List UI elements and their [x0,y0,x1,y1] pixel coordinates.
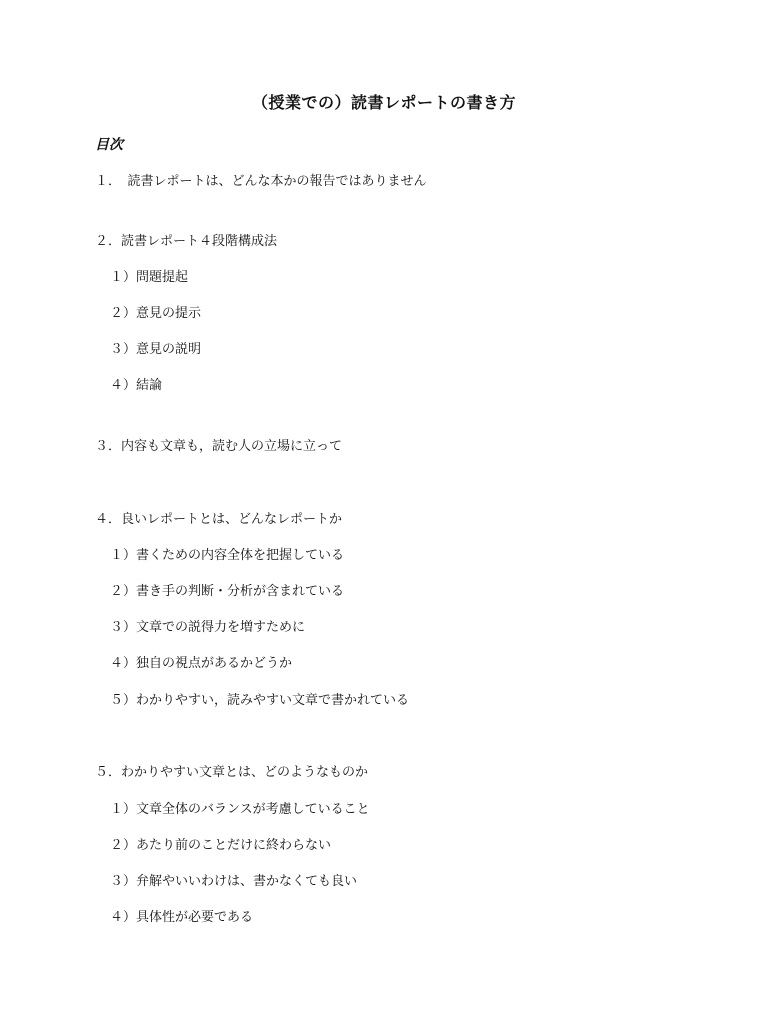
section-2-item: ２）意見の提示 [110,306,202,321]
section-4-item: ４）独自の視点があるかどうか [110,656,293,671]
section-5-item: ４）具体性が必要である [110,910,254,925]
section-4-item: １）書くための内容全体を把握している [110,548,345,563]
section-2-item: ４）結論 [110,378,163,393]
toc-heading: 目次 [95,137,123,153]
section-4-item: ３）文章での説得力を増すために [110,620,306,635]
section-5-heading: ５．わかりやすい文章とは、どのようなものか [95,765,369,780]
section-2-item: ３）意見の説明 [110,342,202,357]
section-2-item: １）問題提起 [110,270,189,285]
section-4-item: ２）書き手の判断・分析が含まれている [110,584,345,599]
section-4-item: ５）わかりやすい，読みやすい文章で書かれている [110,693,410,708]
document-title: （授業での）読書レポートの書き方 [251,93,516,112]
section-5-item: １）文章全体のバランスが考慮していること [110,802,370,817]
section-2-heading: ２．読書レポート４段階構成法 [95,234,278,249]
section-1-heading: １． 読書レポートは、どんな本かの報告ではありません [95,174,427,189]
section-5-item: ３）弁解やいいわけは、書かなくても良い [110,874,358,889]
section-4-heading: ４．良いレポートとは、どんなレポートか [95,512,343,527]
section-5-item: ２）あたり前のことだけに終わらない [110,838,332,853]
section-3-heading: ３．内容も文章も，読む人の立場に立って [95,439,343,454]
